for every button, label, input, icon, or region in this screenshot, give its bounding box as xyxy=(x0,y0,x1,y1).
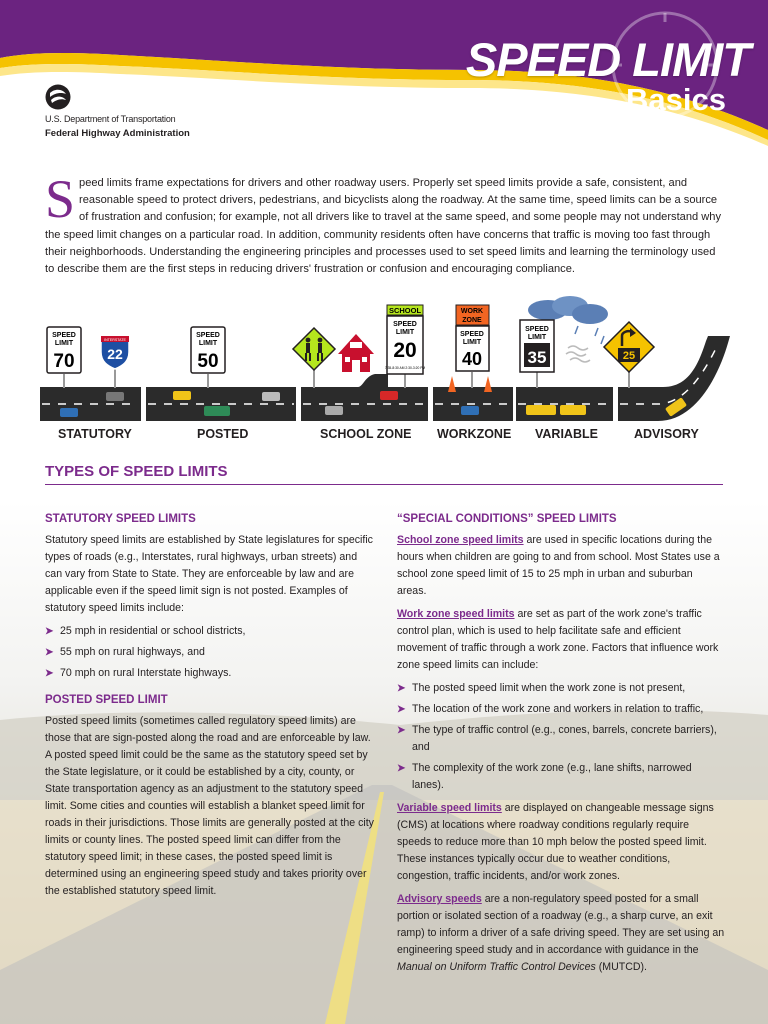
category-posted: POSTED xyxy=(197,427,249,441)
work-label: WORK xyxy=(460,308,484,315)
list-item: ➤ 70 mph on rural Interstate highways. xyxy=(45,665,377,682)
list-item: ➤ 25 mph in residential or school districts, xyxy=(45,623,377,640)
variable-sign-limit: LIMIT xyxy=(527,334,547,341)
school-zone-paragraph: School zone speed limits are used in specific locations during the hours when children are going to and from school. Most States use a school zone speed limit of 15 to 25 mph in urban and suburban areas. xyxy=(397,534,720,597)
interstate-label: INTERSTATE xyxy=(104,338,126,342)
section-title: TYPES OF SPEED LIMITS xyxy=(45,463,228,480)
school-sign-times: 7:35-8:30 AM 2:30-3:20 PM xyxy=(384,366,426,370)
variable-sign-value: 35 xyxy=(527,348,547,367)
left-column xyxy=(45,511,377,906)
variable-paragraph: Variable speed limits are displayed on changeable message signs (CMS) at locations where roadway conditions regularly require speeds to reduce more than 10 mph below the posted speed limit. These instances typically occur due to weather conditions, congestion, traffic incidents, and/or work zones. xyxy=(397,802,714,882)
posted-text: Posted speed limits (sometimes called regulatory speed limits) are those that are sign-posted along the road and are enforceable by law. A posted speed limit could be the same as the statutory speed set by the State legislature, or it could be established by a city, county, or State transportation agency as an adjustment to the statutory speed limit. Some cities and counties will establish a blanket speed limit for roads in their jurisdictions. Those limits are generally posted at the city limits or county lines. The posted speed limit can differ from the statutory speed limit; in these cases, the posted speed limit is determined using an engineering speed study and takes priority over the established statutory speed limit. xyxy=(45,715,374,897)
posted-sign-speed: SPEED xyxy=(196,332,220,339)
statutory-text: Statutory speed limits are established by State legislatures for specific types of roads (e.g., Interstates, rural highways, urban streets) and can vary from State to State. They are enforceable by law and are applicable even if the speed limit sign is not posted. Examples of statutory speed limits include: xyxy=(45,534,373,614)
list-item: ➤ The location of the work zone and workers in relation to traffic, xyxy=(397,701,725,718)
list-item: ➤ The posted speed limit when the work zone is not present, xyxy=(397,680,725,697)
work-zone-paragraph: Work zone speed limits are set as part of the work zone's traffic control plan, which is used to help facilitate safe and efficient movement of traffic through a work zone. Factors that influence work zone speed limits can include: xyxy=(397,608,719,671)
work-sign-limit: LIMIT xyxy=(462,339,482,346)
list-item: ➤ The type of traffic control (e.g., cones, barrels, concrete barriers), and xyxy=(397,724,717,753)
category-school-zone: SCHOOL ZONE xyxy=(320,427,412,441)
page-title: SPEED LIMIT xyxy=(465,33,750,86)
chevron-right-icon: ➤ xyxy=(45,647,54,658)
school-sign-value: 20 xyxy=(393,339,417,362)
posted-heading: POSTED SPEED LIMIT xyxy=(45,694,168,706)
statutory-sign-value: 70 xyxy=(53,351,75,372)
school-sign-limit: LIMIT xyxy=(395,329,415,336)
chevron-right-icon: ➤ xyxy=(45,626,54,637)
category-variable: VARIABLE xyxy=(535,427,598,441)
school-zone-term: School zone speed limits xyxy=(397,534,524,546)
mutcd-title: Manual on Uniform Traffic Control Devices xyxy=(397,961,596,973)
special-conditions-heading: “SPECIAL CONDITIONS” SPEED LIMITS xyxy=(397,513,617,525)
posted-sign-limit: LIMIT xyxy=(198,340,218,347)
variable-sign-speed: SPEED xyxy=(525,326,549,333)
statutory-list xyxy=(45,623,377,682)
right-column xyxy=(397,511,725,982)
work-sign-value: 40 xyxy=(461,349,483,369)
school-sign-speed: SPEED xyxy=(393,321,417,328)
chevron-right-icon: ➤ xyxy=(397,683,406,694)
variable-term: Variable speed limits xyxy=(397,802,502,814)
intro-text: peed limits frame expectations for drivers and other roadway users. Properly set speed limits provide a safe, consistent, and reasonable speed to protect drivers, pedestrians, and bicyclists along the roadway. At the same time, speed limits can be a source of frustration and confusion; for example, not all drivers like to travel at the same speed, and some people may not understand why the speed limit changes on a particular road. In addition, community residents often have concerns that traffic is moving too fast through their neighborhoods. Understanding the engineering principles and processes used to set speed limits and learning the terminology used to describe them are the first steps in reducing drivers' frustration or confusion and encouraging compliance. xyxy=(45,177,721,276)
work-zone-list xyxy=(397,680,725,794)
statutory-heading: STATUTORY SPEED LIMITS xyxy=(45,513,196,525)
chevron-right-icon: ➤ xyxy=(397,763,406,774)
chevron-right-icon: ➤ xyxy=(45,668,54,679)
chevron-right-icon: ➤ xyxy=(397,725,406,736)
list-item: ➤ The complexity of the work zone (e.g., lane shifts, narrowed lanes). xyxy=(397,762,692,791)
chevron-right-icon: ➤ xyxy=(397,704,406,715)
advisory-paragraph: Advisory speeds are a non-regulatory speed posted for a small portion or isolated section of a roadway (e.g., a sharp curve, an exit ramp) to inform a driver of a safe driving speed. They are set using an engineering speed study and in accordance with guidance in the Manual on Uniform Traffic Control Devices (MUTCD). xyxy=(397,893,725,973)
page-subtitle: Basics xyxy=(626,82,726,117)
work-sign-speed: SPEED xyxy=(460,331,484,338)
drop-cap: S xyxy=(45,169,76,229)
work-zone-term: Work zone speed limits xyxy=(397,608,515,620)
curve-warning-sign-icon xyxy=(604,322,654,372)
speed-limit-types-illustration xyxy=(38,296,738,428)
school-crossing-sign-icon xyxy=(293,328,335,370)
category-workzone: WORKZONE xyxy=(437,427,512,441)
statutory-sign-limit: LIMIT xyxy=(54,340,74,347)
category-statutory: STATUTORY xyxy=(58,427,132,441)
advisory-sign-value: 25 xyxy=(622,350,636,362)
school-zone-label: SCHOOL xyxy=(388,306,422,315)
intro-paragraph xyxy=(45,169,725,278)
list-item: ➤ 55 mph on rural highways, and xyxy=(45,644,377,661)
section-divider xyxy=(45,484,723,485)
advisory-term: Advisory speeds xyxy=(397,893,482,905)
interstate-number: 22 xyxy=(107,346,123,362)
dot-logo-icon xyxy=(45,84,71,110)
department-name: U.S. Department of Transportation xyxy=(45,114,176,124)
zone-label: ZONE xyxy=(462,317,482,324)
statutory-sign-speed: SPEED xyxy=(52,332,76,339)
agency-name: Federal Highway Administration xyxy=(45,128,190,139)
posted-sign-value: 50 xyxy=(197,351,219,372)
wind-icon xyxy=(566,346,590,362)
category-advisory: ADVISORY xyxy=(634,427,699,441)
schoolhouse-icon xyxy=(338,334,374,372)
